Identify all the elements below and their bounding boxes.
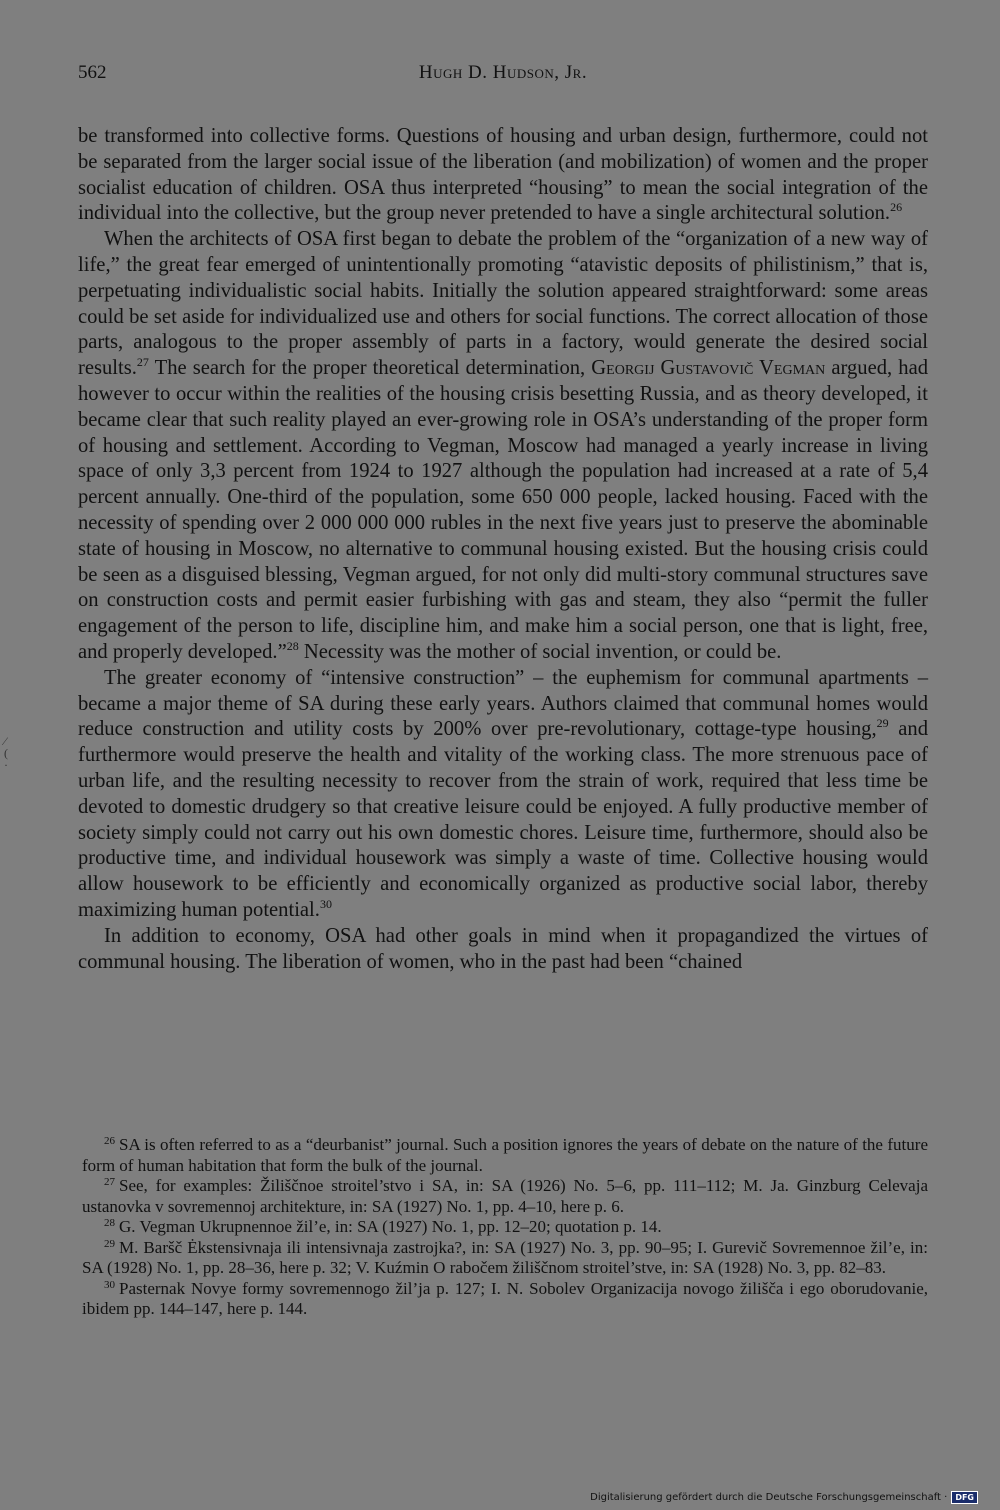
paragraph-3-text-b: and furthermore would preserve the health and vitality of the working class. The more strenuous pace of urban life, and the resulting necessity to recover from the strain of work, required that less time be devoted to domestic drudgery so that creative leisure could be enjoyed. A fully productive member of society simply could not carry out his own domestic chores. Leisure time, furthermore, should also be productive time, and individual housework was simply a waste of time. Collective housing would allow housework to be efficiently and economically organized as productive social labor, thereby maximizing human potential.: [78, 718, 928, 921]
margin-scan-marks: ⁄ ( ·: [4, 734, 8, 772]
author-name-vegman: Georgij Gustavovič Vegman: [591, 357, 826, 380]
footnote-text: SA is often referred to as a “deurbanist” journal. Such a position ignores the years of debate on the nature of the future form of human habitation that form the bulk of the journal.: [82, 1135, 928, 1175]
footnote-number: 28: [104, 1217, 115, 1229]
page-header: [78, 62, 928, 90]
paragraph-2-text-b: The search for the proper theoretical determination,: [148, 357, 592, 380]
footnote: [82, 1176, 928, 1217]
paragraph-3: [78, 666, 928, 924]
dfg-logo: DFG: [951, 1491, 978, 1504]
footnote: [82, 1238, 928, 1279]
paragraph-2: [78, 227, 928, 666]
footnote-text: See, for examples: Žiliščnoe stroitel’stvo i SA, in: SA (1926) No. 5–6, pp. 111–112; M. Ja. Ginzburg Celevaja ustanovka v sovremennoj architekture, in: SA (1927) No. 1, pp. 4–10, here p. 6.: [82, 1176, 928, 1216]
note-ref-26: 26: [890, 200, 903, 215]
digitization-credit: [590, 1491, 978, 1504]
footnote-number: 26: [104, 1135, 115, 1147]
note-ref-29: 29: [876, 716, 889, 731]
footnotes: [82, 1135, 928, 1320]
footnote: [82, 1217, 928, 1238]
footnote-text: G. Vegman Ukrupnennoe žil’e, in: SA (1927) No. 1, pp. 12–20; quotation p. 14.: [119, 1217, 662, 1236]
note-ref-27: 27: [136, 355, 149, 370]
running-head: Hugh D. Hudson, Jr.: [418, 62, 588, 83]
paragraph-1: [78, 124, 928, 227]
note-ref-30: 30: [319, 896, 332, 911]
credit-text: Digitalisierung gefördert durch die Deutsche Forschungsgemeinschaft ·: [590, 1492, 948, 1503]
paragraph-2-text-a: When the architects of OSA first began to debate the problem of the “organization of a new way of life,” the great fear emerged of unintentionally promoting “atavistic deposits of philistinism,” that is, perpetuating individualistic social habits. Initially the solution appeared straightforward: some areas could be set aside for individualized use and others for social functions. The correct allocation of those parts, analogous to the proper assembly of parts in a factory, would generate the desired social results.: [78, 228, 928, 380]
paragraph-3-text-a: The greater economy of “intensive construction” – the euphemism for communal apartments – became a major theme of SA during these early years. Authors claimed that communal homes would reduce construction and utility costs by 200% over pre-revolutionary, cottage-type housing,: [78, 666, 928, 741]
paragraph-2-text-c: argued, had however to occur within the realities of the housing crisis besetting Russia, and as theory developed, it became clear that such reality played an ever-growing role in OSA’s understanding of the proper form of housing and settlement. According to Vegman, Moscow had managed a yearly increase in living space of only 3,3 percent from 1924 to 1927 although the population had increased at a rate of 5,4 percent annually. One-third of the population, some 650 000 people, lacked housing. Faced with the necessity of spending over 2 000 000 000 rubles in the next five years just to preserve the abominable state of housing in Moscow, no alternative to communal housing existed. But the housing crisis could be seen as a disguised blessing, Vegman argued, for not only did multi-story communal structures save on construction costs and permit easier furbishing with gas and steam, they also “permit the fuller engagement of the person to life, discipline him, and make him a social person, one that is light, free, and properly developed.”: [78, 357, 929, 663]
note-ref-28: 28: [286, 638, 299, 653]
footnote-text: Pasternak Novye formy sovremennogo žil’ja p. 127; I. N. Sobolev Organizacija novogo žilišča i ego oborudovanie, ibidem pp. 144–147, here p. 144.: [82, 1278, 928, 1318]
footnote-number: 30: [104, 1278, 115, 1291]
paragraph-1-text: be transformed into collective forms. Questions of housing and urban design, furthermore, could not be separated from the larger social issue of the liberation (and mobilization) of women and the proper socialist education of children. OSA thus interpreted “housing” to mean the social integration of the individual into the collective, but the group never pretended to have a single architectural solution.: [78, 125, 928, 225]
footnote-number: 27: [104, 1176, 115, 1188]
footnote-text: M. Baršč Ėkstensivnaja ili intensivnaja zastrojka?, in: SA (1927) No. 3, pp. 90–95; I. Gurevič Sovremennoe žil’e, in: SA (1928) No. 1, pp. 28–36, here p. 32; V. Kuźmin O rabočem žiliščnom stroitel’stve, in: SA (1928) No. 3, pp. 82–83.: [82, 1237, 928, 1277]
paragraph-2-text-d: Necessity was the mother of social invention, or could be.: [298, 640, 782, 663]
body-text: [78, 124, 928, 975]
footnote: [82, 1279, 928, 1320]
footnote: [82, 1135, 928, 1176]
page-number: 562: [78, 62, 107, 83]
paragraph-4-text: In addition to economy, OSA had other goals in mind when it propagandized the virtues of communal housing. The liberation of women, who in the past had been “chained: [78, 924, 928, 973]
paragraph-4: [78, 924, 928, 976]
footnote-number: 29: [104, 1237, 115, 1250]
